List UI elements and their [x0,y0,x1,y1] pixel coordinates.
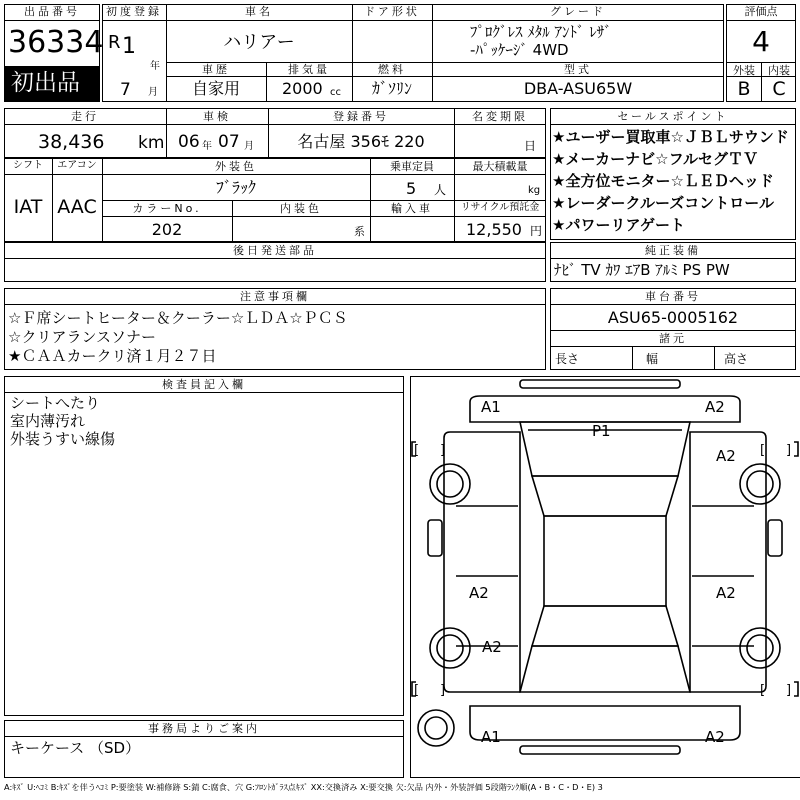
equipment-label: 純正装備 [645,244,701,257]
first-reg-month: 7 [120,80,131,100]
mark-p1: P1 [592,422,611,440]
color-value: ﾌﾞﾗｯｸ [215,178,257,197]
exterior-grade: B [737,78,751,100]
name-change-label: 名変期限 [472,110,528,123]
chassis-number: ASU65-0005162 [607,308,739,327]
lot-number-label: 出品番号 [24,5,80,18]
legend-text: A:ｷｽﾞ U:ﾍｺﾐ B:ｷｽﾞを伴うﾍｺﾐ P:要塗装 W:補修跡 S:錆 C:腐食、穴 G:ﾌﾛﾝﾄｶﾞﾗｽ点ｷｽﾞ XX:交換済み X:要交換 欠:欠品 内外・外装評価 5段階ﾗﾝｸ順(A・B・C・D・E) 3 [4,782,603,792]
plate-label: 登録番号 [333,110,389,123]
interior-grade: C [772,78,786,100]
mileage-label: 走行 [71,110,99,123]
lot-number: 36334 [8,25,104,60]
grade-label: グレード [550,5,606,18]
mark-left-rear: A2 [482,638,502,656]
ac-label: エアコン [57,160,97,171]
svg-text:[: [ [414,683,420,698]
history-value: 自家用 [191,79,241,98]
office-label: 事務局よりご案内 [148,722,260,735]
first-listing-text: 初出品 [11,70,80,96]
mark-left-door: A2 [469,584,489,602]
inspector-line: シートへたり [10,394,101,412]
inspector-line: 外装うすい線傷 [10,430,116,448]
height-label: 高さ [724,352,749,366]
inspection-month: 07 [218,132,240,152]
car-name: ハリアー [223,32,295,53]
door-label: ドア形状 [364,5,420,18]
car-name-label: 車名 [245,5,273,18]
color-no-label: カラーNo. [132,202,202,215]
history-label: 車歴 [202,63,230,76]
recycle-label: リサイクル預託金 [460,202,540,213]
era: R [108,32,121,53]
model-label: 型式 [564,63,592,76]
load-unit: kg [528,185,541,196]
interior-color-label: 内装色 [280,202,322,215]
mark-rear-left: A1 [481,728,501,746]
fuel-label: 燃料 [378,63,406,76]
import-label: 輸入車 [391,202,433,215]
displacement-unit: cc [330,87,341,98]
recycle-value: 12,550 [466,220,522,239]
specs-label: 諸元 [659,332,687,345]
seats-unit: 人 [434,183,447,197]
svg-text:[: [ [760,443,766,458]
note-line: ☆Ｆ席シートヒーター＆クーラー☆ＬＤＡ☆ＰＣＳ [8,309,348,327]
office-text: キーケース （SD） [10,739,141,757]
notes-label: 注意事項欄 [240,290,310,303]
inspector-label: 検査員記入欄 [162,378,246,391]
mileage-unit: km [138,133,165,153]
grade-line2: -ﾊﾟｯｹｰｼﾞ 4WD [470,41,569,59]
fuel-value: ｶﾞｿﾘﾝ [371,79,413,98]
svg-text:]: ] [786,683,792,698]
year-unit: 年 [150,61,160,72]
first-reg-year: 1 [122,34,136,59]
grade-line1: ﾌﾟﾛｸﾞﾚｽ ﾒﾀﾙ ｱﾝﾄﾞ ﾚｻﾞ [470,23,612,41]
svg-text:]: ] [440,683,446,698]
shift-value: IAT [13,196,43,218]
length-label: 長さ [555,352,580,366]
ac-value: AAC [57,196,97,218]
sales-point-item: ★メーカーナビ☆フルセグＴＶ [552,150,758,168]
mark-right-door: A2 [716,584,736,602]
color-no-value: 202 [151,220,183,239]
model-value: DBA-ASU65W [523,79,633,98]
inspector-line: 室内薄汚れ [10,412,86,430]
mark-rear-right: A2 [705,728,725,746]
note-line: ☆クリアランスソナー [8,328,156,346]
sales-point-item: ★ユーザー買取車☆ＪＢＬサウンド [552,128,789,146]
shift-label: シフト [13,160,43,171]
displacement-value: 2000 [282,79,323,98]
svg-text:]: ] [786,443,792,458]
equipment-value: ﾅﾋﾞ TV ｶﾜ ｴｱB ｱﾙﾐ PS PW [554,261,730,279]
mileage-value: 38,436 [38,131,105,153]
later-parts-label: 後日発送部品 [233,244,317,257]
inspection-year-unit: 年 [202,141,212,152]
sales-point-item: ★パワーリアゲート [552,216,685,234]
sales-points-label: セールスポイント [617,110,729,123]
chassis-label: 車台番号 [645,290,701,303]
svg-text:]: ] [440,443,446,458]
load-label: 最大積載量 [472,160,528,173]
interior-color-unit: 系 [354,225,365,238]
svg-text:[: [ [760,683,766,698]
sales-point-item: ★レーダークルーズコントロール [552,194,774,212]
svg-text:[: [ [414,443,420,458]
inspection-label: 車検 [203,110,231,123]
note-line: ★ＣＡＡカークリ済１月２７日 [8,347,217,365]
score-label: 評価点 [744,5,778,18]
width-label: 幅 [646,352,659,366]
seats-value: 5 [406,179,417,198]
interior-label: 内装 [768,64,790,77]
inspection-year: 06 [178,132,200,152]
mark-right-front: A2 [716,447,736,465]
name-change-unit: 日 [524,139,537,153]
exterior-label: 外装 [733,64,755,77]
first-reg-label: 初度登録 [106,5,162,18]
seats-label: 乗車定員 [390,160,434,173]
displacement-label: 排気量 [288,63,330,76]
mark-front-left: A1 [481,398,501,416]
first-listing-badge [5,67,99,101]
recycle-unit: 円 [530,224,543,238]
inspection-month-unit: 月 [244,141,254,152]
month-unit: 月 [148,87,158,98]
score-value: 4 [752,25,770,58]
color-label: 外装色 [215,160,257,173]
plate-value: 名古屋 356ﾓ 220 [297,132,425,151]
sales-point-item: ★全方位モニター☆ＬＥＤヘッド [552,172,774,190]
mark-front-right: A2 [705,398,725,416]
